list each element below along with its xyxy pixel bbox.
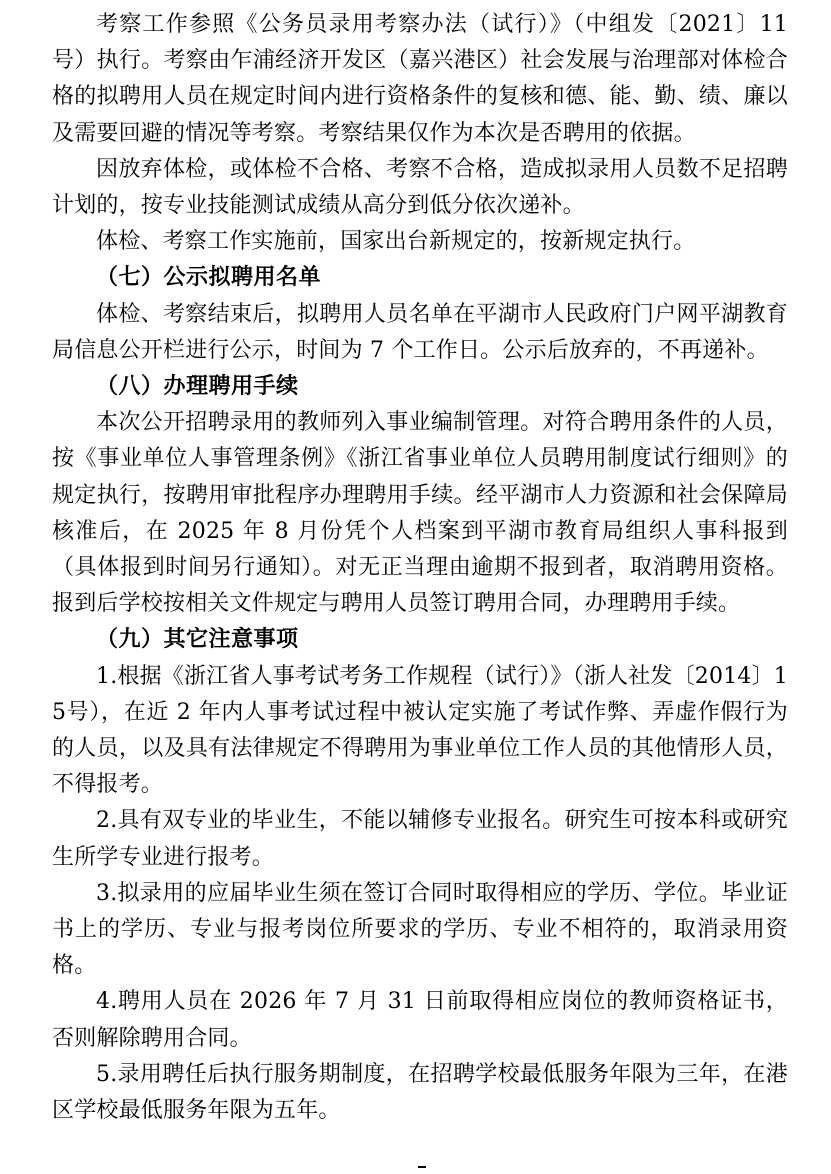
section-heading-publicity: （七）公示拟聘用名单 [96,265,322,291]
note-item-2: 2.具有双专业的毕业生，不能以辅修专业报名。研究生可按本科或研究生所学专业进行报考。 [52,808,788,870]
section-heading-hiring-procedures: （八）办理聘用手续 [96,374,299,400]
paragraph-assessment-procedure: 考察工作参照《公务员录用考察办法（试行）》（中组发〔2021〕11号）执行。考察由乍浦经济开发区（嘉兴港区）社会发展与治理部对体检合格的拟聘用人员在规定时间内进行资格条件的复核和德、能、勤、绩、廉以及需要回避的情况等考察。考察结果仅作为本次是否聘用的依据。 [52,12,788,146]
note-item-1: 1.根据《浙江省人事考试考务工作规程（试行）》（浙人社发〔2014〕15号），在近 2 年内人事考试过程中被认定实施了考试作弊、弄虚作假行为的人员，以及具有法律规定不得聘用为事业单位工作人员的其他情形人员，不得报考。 [52,663,788,798]
paragraph-hiring-procedures: 本次公开招聘录用的教师列入事业编制管理。对符合聘用条件的人员，按《事业单位人事管理条例》《浙江省事业单位人员聘用制度试行细则》的规定执行，按聘用审批程序办理聘用手续。经平湖市人力资源和社会保障局核准后，在 2025 年 8 月份凭个人档案到平湖市教育局组织人事科报到（具体报到时间另行通知）。对无正当理由逾期不报到者，取消聘用资格。报到后学校按相关文件规定与聘用人员签订聘用合同，办理聘用手续。 [52,410,788,617]
note-item-4: 4.聘用人员在 2026 年 7 月 31 日前取得相应岗位的教师资格证书，否则解除聘用合同。 [52,989,788,1051]
document-page [52,0,788,1129]
paragraph-publicity: 体检、考察结束后，拟聘用人员名单在平湖市人民政府门户网平湖教育局信息公开栏进行公示，时间为 7 个工作日。公示后放弃的，不再递补。 [52,301,788,363]
paragraph-new-regulations: 体检、考察工作实施前，国家出台新规定的，按新规定执行。 [96,229,696,255]
section-heading-other-notes: （九）其它注意事项 [96,627,299,653]
note-item-3: 3.拟录用的应届毕业生须在签订合同时取得相应的学历、学位。毕业证书上的学历、专业与报考岗位所要求的学历、专业不相符的，取消录用资格。 [52,880,788,979]
page-bottom-mark [418,1166,426,1172]
note-item-5: 5.录用聘任后执行服务期制度，在招聘学校最低服务年限为三年，在港区学校最低服务年限为五年。 [52,1061,788,1124]
paragraph-replacement-rule: 因放弃体检，或体检不合格、考察不合格，造成拟录用人员数不足招聘计划的，按专业技能测试成绩从高分到低分依次递补。 [52,156,788,219]
